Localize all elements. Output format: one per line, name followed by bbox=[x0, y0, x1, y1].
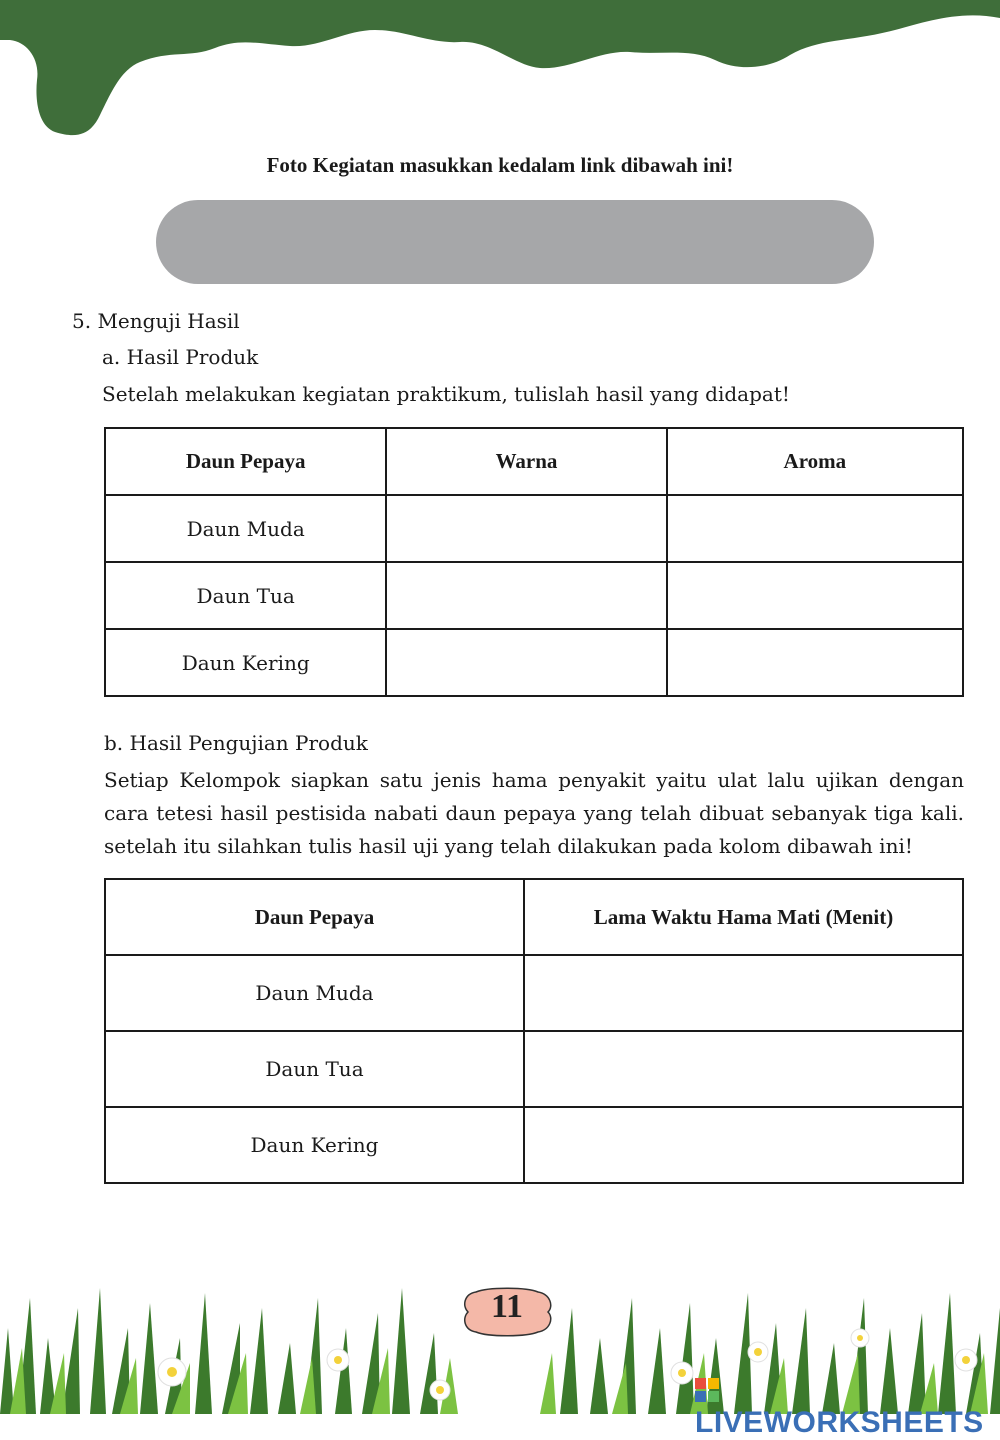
header-lama-waktu: Lama Waktu Hama Mati (Menit) bbox=[524, 879, 963, 955]
aroma-cell[interactable] bbox=[667, 629, 963, 696]
time-cell[interactable] bbox=[524, 1031, 963, 1107]
top-green-drip-decoration bbox=[0, 0, 1000, 140]
table-row bbox=[105, 1031, 963, 1107]
row-label: Daun Tua bbox=[105, 562, 386, 629]
liveworksheets-watermark bbox=[695, 1372, 1000, 1440]
time-cell[interactable] bbox=[524, 955, 963, 1031]
watermark-text: LIVEWORKSHEETS bbox=[695, 1406, 984, 1439]
pest-test-result-table bbox=[104, 878, 964, 1184]
table-header-row bbox=[105, 428, 963, 495]
section-5-title: 5. Menguji Hasil bbox=[72, 309, 240, 333]
warna-cell[interactable] bbox=[386, 629, 666, 696]
table-row bbox=[105, 1107, 963, 1183]
table-row bbox=[105, 955, 963, 1031]
row-label: Daun Kering bbox=[105, 629, 386, 696]
table-row bbox=[105, 562, 963, 629]
aroma-cell[interactable] bbox=[667, 495, 963, 562]
instruction-b-paragraph: Setiap Kelompok siapkan satu jenis hama penyakit yaitu ulat lalu ujikan dengan cara tetesi hasil pestisida nabati daun pepaya yang telah dibuat sebanyak tiga kali. setelah itu silahkan tulis hasil uji yang telah dilakukan pada kolom dibawah ini! bbox=[104, 768, 964, 858]
row-label: Daun Tua bbox=[105, 1031, 524, 1107]
header-daun-pepaya: Daun Pepaya bbox=[105, 428, 386, 495]
header-warna: Warna bbox=[386, 428, 666, 495]
page-number: 11 bbox=[490, 1288, 524, 1325]
aroma-cell[interactable] bbox=[667, 562, 963, 629]
time-cell[interactable] bbox=[524, 1107, 963, 1183]
header-aroma: Aroma bbox=[667, 428, 963, 495]
instruction-a: Setelah melakukan kegiatan praktikum, tulislah hasil yang didapat! bbox=[102, 382, 790, 406]
photo-upload-heading: Foto Kegiatan masukkan kedalam link dibawah ini! bbox=[266, 153, 734, 177]
product-result-table bbox=[104, 427, 964, 697]
header-daun-pepaya: Daun Pepaya bbox=[105, 879, 524, 955]
photo-link-input-box[interactable] bbox=[156, 200, 874, 284]
table-row bbox=[105, 629, 963, 696]
subsection-b-title: b. Hasil Pengujian Produk bbox=[104, 731, 368, 755]
table-row bbox=[105, 495, 963, 562]
row-label: Daun Kering bbox=[105, 1107, 524, 1183]
liveworksheets-logo-icon bbox=[695, 1378, 719, 1402]
subsection-a-title: a. Hasil Produk bbox=[102, 345, 259, 369]
warna-cell[interactable] bbox=[386, 562, 666, 629]
warna-cell[interactable] bbox=[386, 495, 666, 562]
row-label: Daun Muda bbox=[105, 495, 386, 562]
row-label: Daun Muda bbox=[105, 955, 524, 1031]
table-header-row bbox=[105, 879, 963, 955]
